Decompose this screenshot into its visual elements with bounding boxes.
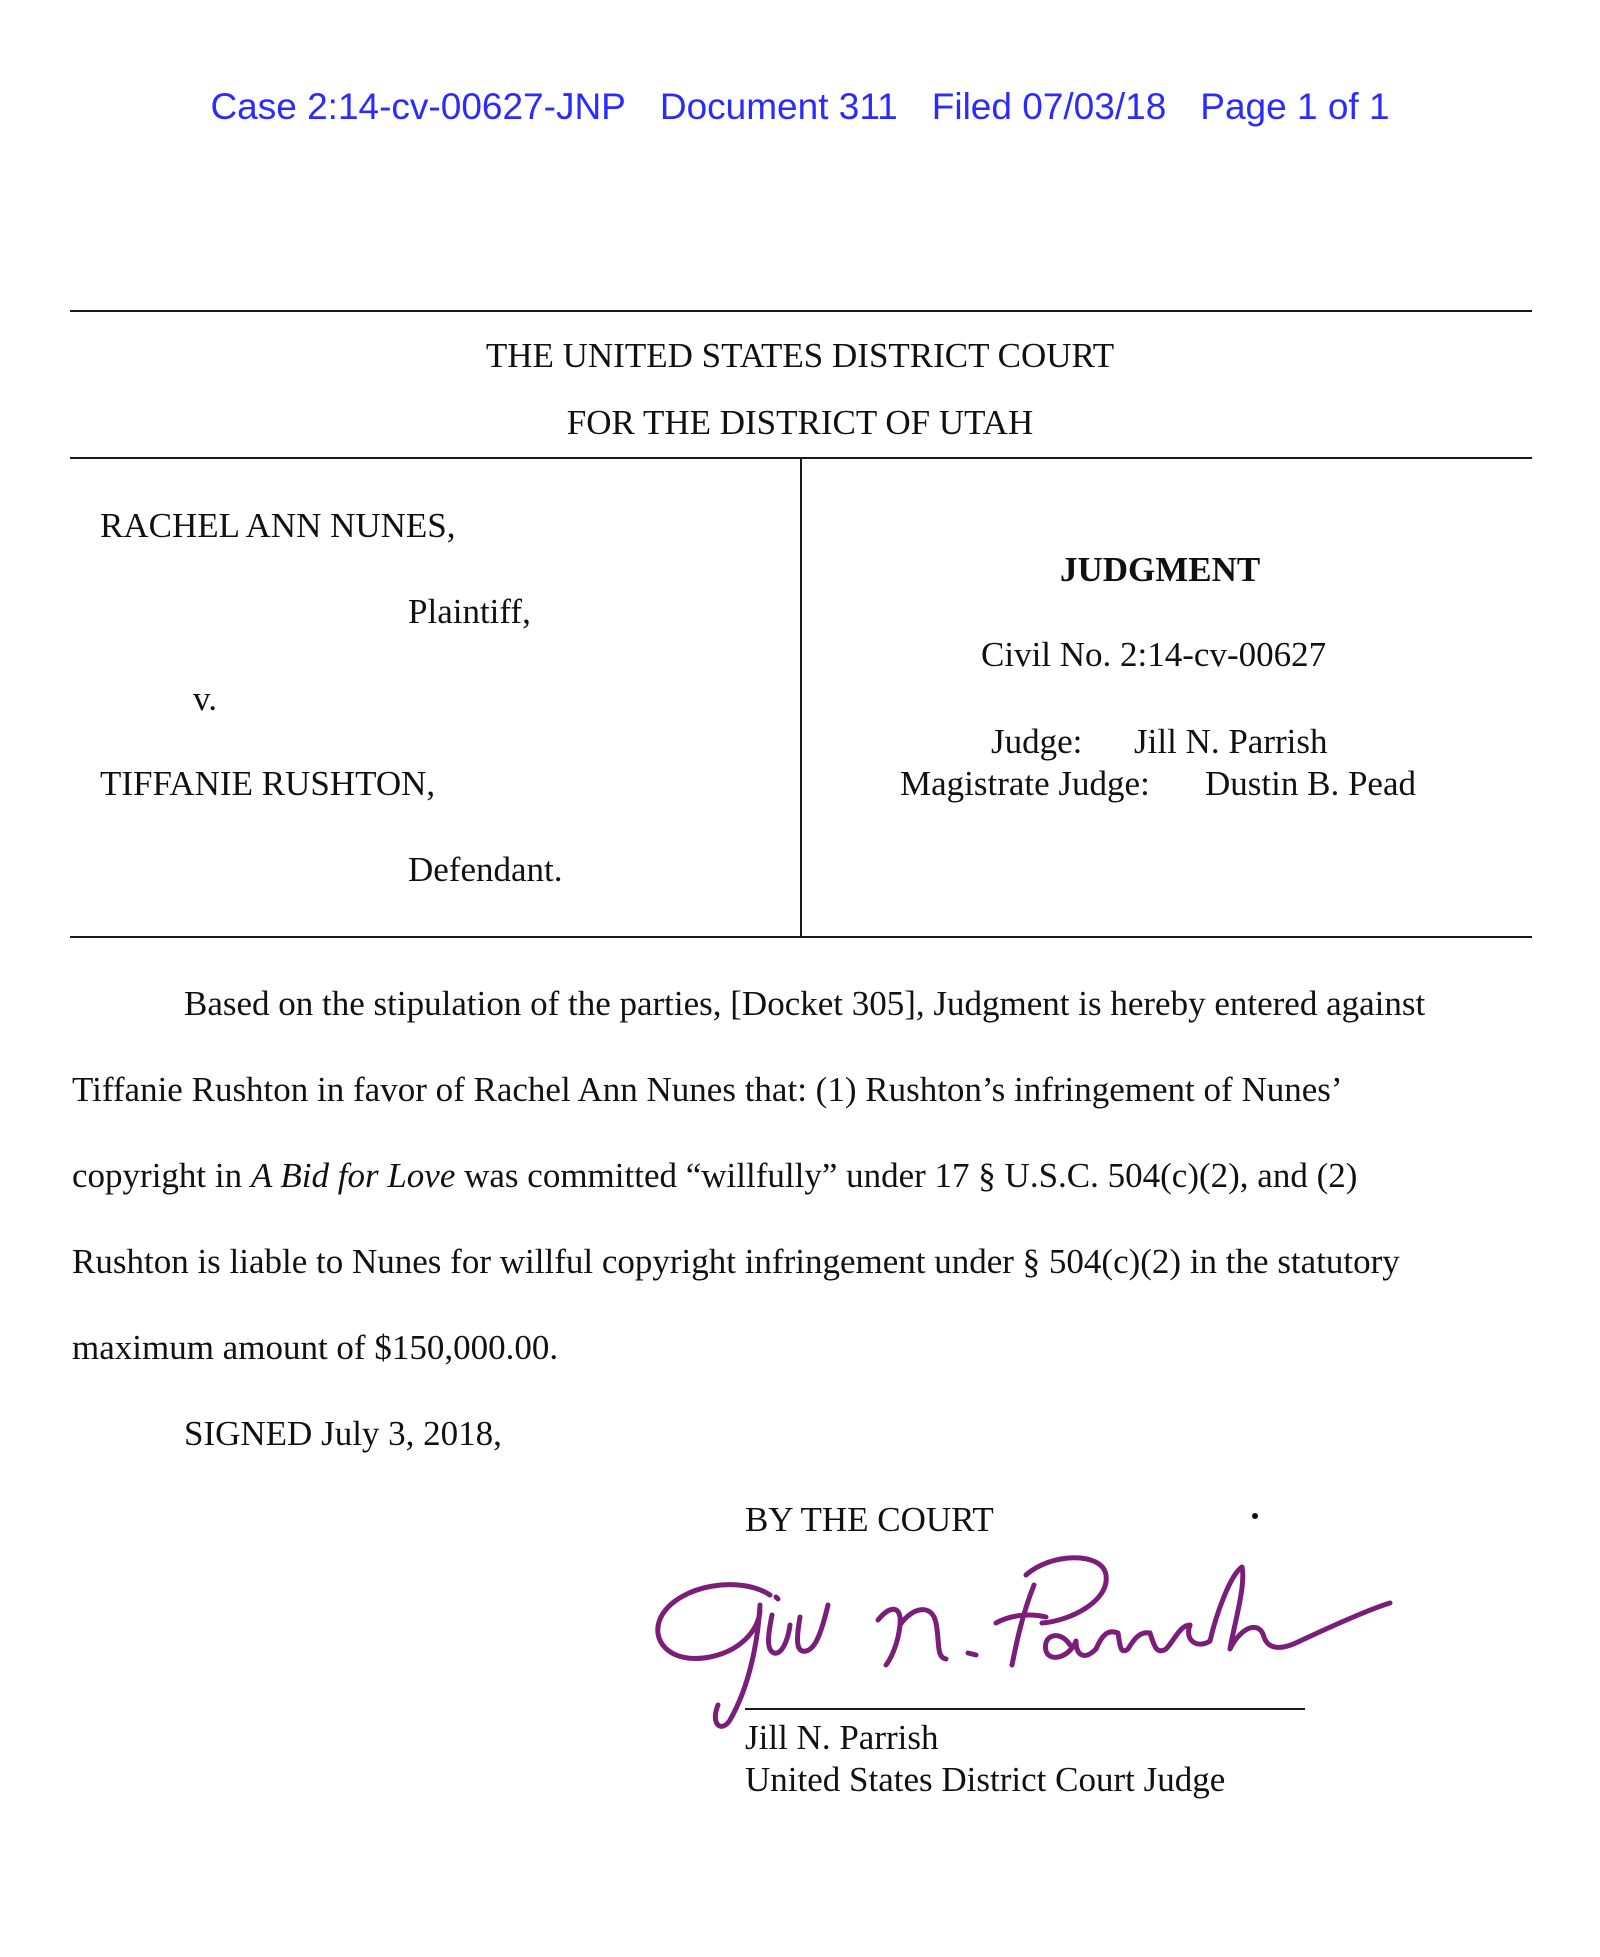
- body-line-5: maximum amount of $150,000.00.: [72, 1328, 559, 1367]
- body-line-2: Tiffanie Rushton in favor of Rachel Ann Nunes that: (1) Rushton’s infringement of Nunes’: [72, 1070, 1343, 1109]
- document-title: JUDGMENT: [1060, 550, 1261, 589]
- stamp-filed-date: Filed 07/03/18: [931, 86, 1167, 127]
- top-rule: [70, 310, 1532, 312]
- body-line-4: Rushton is liable to Nunes for willful copyright infringement under § 504(c)(2) in the statutory: [72, 1242, 1400, 1281]
- judge-signature-name: Jill N. Parrish: [745, 1718, 939, 1757]
- stamp-page-count: Page 1 of 1: [1200, 86, 1390, 127]
- plaintiff-name: RACHEL ANN NUNES,: [100, 506, 456, 545]
- magistrate-name: Dustin B. Pead: [1205, 764, 1416, 803]
- body-line-3: [72, 1156, 1357, 1196]
- judge-signature-title: United States District Court Judge: [745, 1760, 1226, 1799]
- judge-name: Jill N. Parrish: [1134, 722, 1328, 761]
- body-line-3-post: was committed “willfully” under 17 § U.S.C. 504(c)(2), and (2): [455, 1156, 1358, 1195]
- filing-stamp: [0, 86, 1600, 128]
- by-the-court: BY THE COURT: [745, 1500, 994, 1539]
- book-title: A Bid for Love: [250, 1156, 456, 1195]
- signed-date: SIGNED July 3, 2018,: [184, 1414, 502, 1453]
- signature-line: [745, 1708, 1305, 1710]
- ink-dot: [1252, 1513, 1258, 1519]
- civil-number: Civil No. 2:14-cv-00627: [981, 635, 1327, 674]
- caption-bottom-rule: [70, 936, 1532, 938]
- stamp-document-number: Document 311: [659, 86, 898, 127]
- defendant-role: Defendant.: [408, 850, 563, 889]
- caption-divider: [800, 459, 802, 937]
- plaintiff-role: Plaintiff,: [408, 592, 531, 631]
- versus: v.: [193, 679, 217, 718]
- handwritten-signature: [650, 1545, 1410, 1745]
- court-district: FOR THE DISTRICT OF UTAH: [566, 403, 1034, 442]
- defendant-name: TIFFANIE RUSHTON,: [100, 764, 436, 803]
- court-name: THE UNITED STATES DISTRICT COURT: [485, 336, 1115, 375]
- body-line-3-pre: copyright in: [72, 1156, 251, 1195]
- judge-label: Judge:: [991, 722, 1083, 761]
- stamp-case-number: Case 2:14-cv-00627-JNP: [210, 86, 626, 127]
- body-line-1: Based on the stipulation of the parties, [Docket 305], Judgment is hereby entered against: [184, 984, 1426, 1023]
- magistrate-label: Magistrate Judge:: [900, 764, 1150, 803]
